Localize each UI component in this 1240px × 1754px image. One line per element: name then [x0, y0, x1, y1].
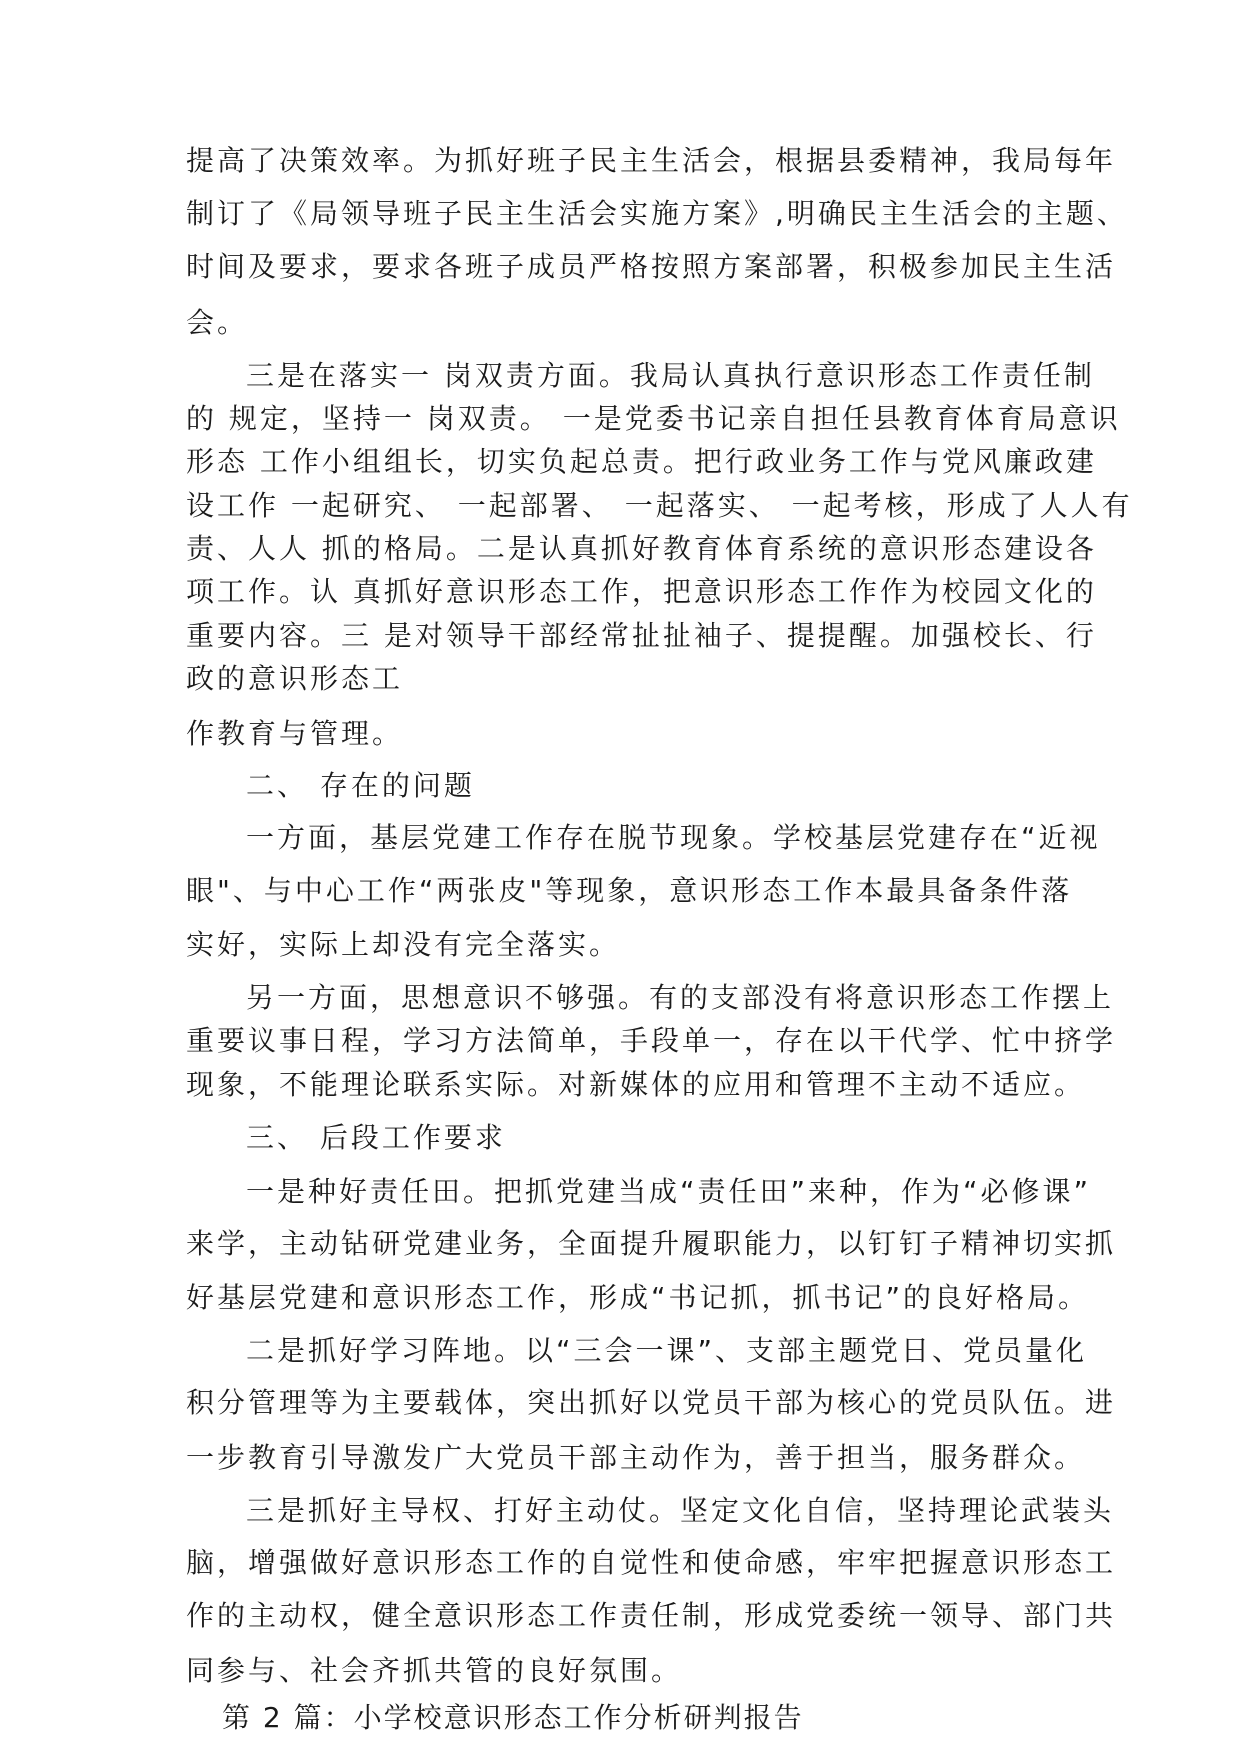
paragraph-line: 二是抓好学习阵地。以“三会一课”、支部主题党日、党员量化 [246, 1334, 1088, 1367]
paragraph-line: 提高了决策效率。为抓好班子民主生活会，根据县委精神，我局每年 [186, 144, 1117, 177]
paragraph-line: 脑，增强做好意识形态工作的自觉性和使命感，牢牢把握意识形态工 [186, 1546, 1117, 1579]
paragraph-line: 一是种好责任田。把抓党建当成“责任田”来种，作为“必修课” [246, 1175, 1092, 1208]
paragraph-line: 积分管理等为主要载体，突出抓好以党员干部为核心的党员队伍。进 [186, 1386, 1117, 1419]
section-heading: 三、 后段工作要求 [246, 1121, 506, 1154]
paragraph-line: 实好，实际上却没有完全落实。 [186, 928, 621, 961]
paragraph-line: 三是在落实一 岗双责方面。我局认真执行意识形态工作责任制 [246, 359, 1095, 392]
paragraph-line: 会。 [186, 306, 249, 339]
paragraph-line: 制订了《局领导班子民主生活会实施方案》,明确民主生活会的主题、 [186, 197, 1128, 230]
paragraph-line: 设工作 一起研究、 一起部署、 一起落实、 一起考核，形成了人人有 [186, 489, 1133, 522]
paragraph-line: 三是抓好主导权、打好主动仗。坚定文化自信，坚持理论武装头 [246, 1494, 1115, 1527]
paragraph-line: 作的主动权，健全意识形态工作责任制，形成党委统一领导、部门共 [186, 1599, 1117, 1632]
article-title: 第 2 篇：小学校意识形态工作分析研判报告 [222, 1701, 804, 1734]
paragraph-line: 来学，主动钻研党建业务，全面提升履职能力，以钉钉子精神切实抓 [186, 1227, 1117, 1260]
paragraph-line: 重要内容。三 是对领导干部经常扯扯袖子、提提醒。加强校长、行 [186, 619, 1097, 652]
paragraph-line: 政的意识形态工 [186, 662, 404, 695]
paragraph-line: 一步教育引导激发广大党员干部主动作为，善于担当，服务群众。 [186, 1441, 1086, 1474]
paragraph-line: 形态 工作小组组长，切实负起总责。把行政业务工作与党风廉政建 [186, 445, 1097, 478]
paragraph-line: 时间及要求，要求各班子成员严格按照方案部署，积极参加民主生活 [186, 250, 1117, 283]
paragraph-line: 同参与、社会齐抓共管的良好氛围。 [186, 1654, 683, 1687]
paragraph-line: 现象，不能理论联系实际。对新媒体的应用和管理不主动不适应。 [186, 1068, 1086, 1101]
paragraph-line: 的 规定，坚持一 岗双责。 一是党委书记亲自担任县教育体育局意识 [186, 402, 1121, 435]
section-heading: 二、 存在的问题 [246, 769, 475, 802]
paragraph-line: 好基层党建和意识形态工作，形成“书记抓，抓书记”的良好格局。 [186, 1281, 1090, 1314]
paragraph-line: 重要议事日程，学习方法简单，手段单一，存在以干代学、忙中挤学 [186, 1024, 1117, 1057]
paragraph-line: 眼"、与中心工作“两张皮"等现象，意识形态工作本最具备条件落 [186, 874, 1073, 907]
paragraph-line: 责、人人 抓的格局。二是认真抓好教育体育系统的意识形态建设各 [186, 532, 1097, 565]
paragraph-line: 项工作。认 真抓好意识形态工作，把意识形态工作作为校园文化的 [186, 575, 1097, 608]
paragraph-line: 作教育与管理。 [186, 717, 404, 750]
paragraph-line: 另一方面，思想意识不够强。有的支部没有将意识形态工作摆上 [246, 981, 1115, 1014]
paragraph-line: 一方面，基层党建工作存在脱节现象。学校基层党建存在“近视 [246, 821, 1101, 854]
